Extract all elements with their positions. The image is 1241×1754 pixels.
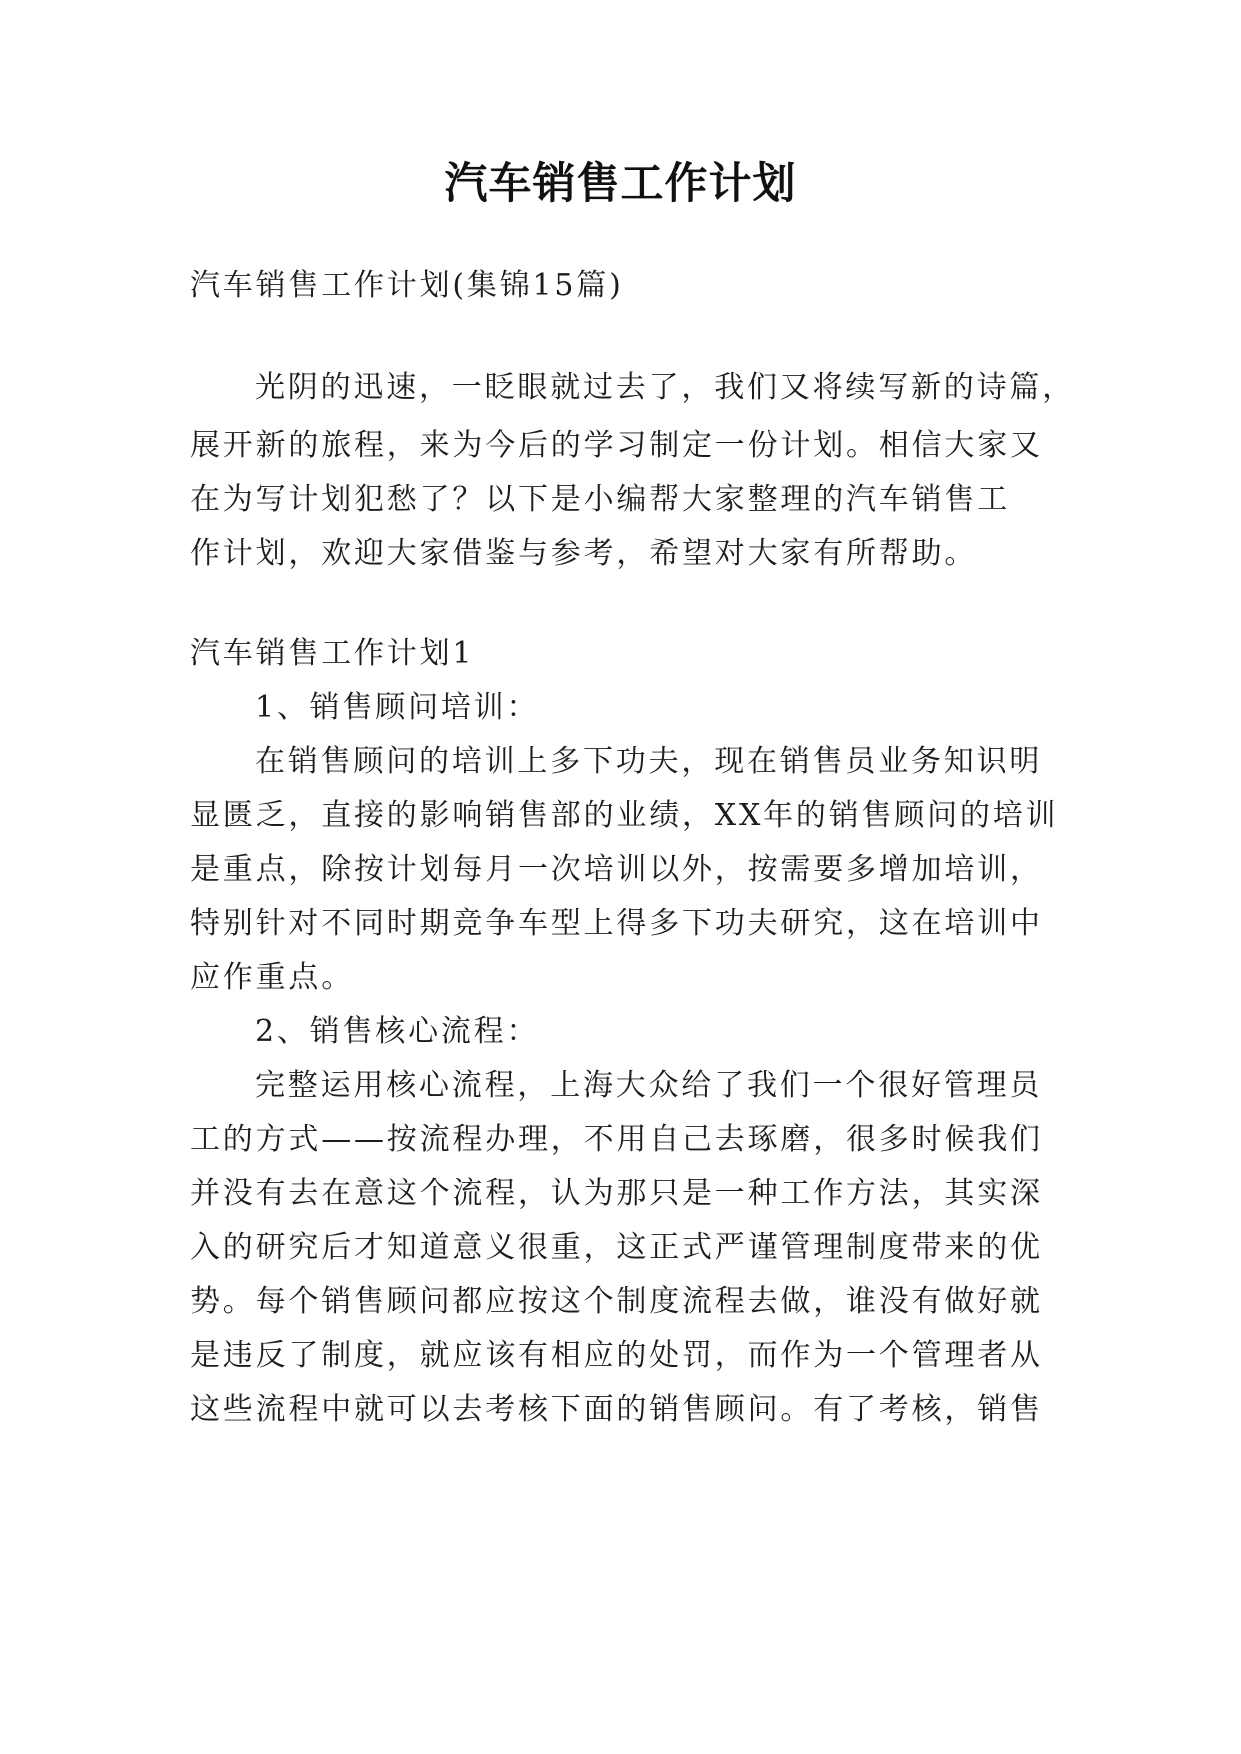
intro-line: 光阴的迅速，一眨眼就过去了，我们又将续写新的诗篇，: [255, 370, 1075, 405]
item-heading: 1、销售顾问培训：: [255, 690, 540, 725]
paragraph-line: 势。每个销售顾问都应按这个制度流程去做，谁没有做好就: [190, 1284, 1043, 1319]
paragraph-line: 在销售顾问的培训上多下功夫，现在销售员业务知识明: [255, 744, 1043, 779]
paragraph-line: 是违反了制度，就应该有相应的处罚，而作为一个管理者从: [190, 1338, 1043, 1373]
paragraph-line: 入的研究后才知道意义很重，这正式严谨管理制度带来的优: [190, 1230, 1043, 1265]
intro-line: 展开新的旅程，来为今后的学习制定一份计划。相信大家又: [190, 428, 1043, 463]
paragraph-line: 完整运用核心流程，上海大众给了我们一个很好管理员: [255, 1068, 1043, 1103]
document-title: 汽车销售工作计划: [444, 159, 797, 209]
item-heading: 2、销售核心流程：: [255, 1014, 540, 1049]
paragraph-line: 应作重点。: [190, 960, 354, 995]
intro-line: 作计划，欢迎大家借鉴与参考，希望对大家有所帮助。: [190, 536, 978, 571]
paragraph-line: 是重点，除按计划每月一次培训以外，按需要多增加培训，: [190, 852, 1043, 887]
paragraph-line: 并没有去在意这个流程，认为那只是一种工作方法，其实深: [190, 1176, 1043, 1211]
paragraph-line: 这些流程中就可以去考核下面的销售顾问。有了考核，销售: [190, 1392, 1043, 1427]
paragraph-line: 工的方式——按流程办理，不用自己去琢磨，很多时候我们: [190, 1122, 1043, 1157]
section-heading: 汽车销售工作计划1: [190, 636, 475, 671]
intro-line: 在为写计划犯愁了？以下是小编帮大家整理的汽车销售工: [190, 482, 1010, 517]
document-subtitle: 汽车销售工作计划(集锦15篇): [190, 268, 624, 303]
paragraph-line: 显匮乏，直接的影响销售部的业绩，XX年的销售顾问的培训: [190, 798, 1059, 833]
paragraph-line: 特别针对不同时期竞争车型上得多下功夫研究，这在培训中: [190, 906, 1043, 941]
